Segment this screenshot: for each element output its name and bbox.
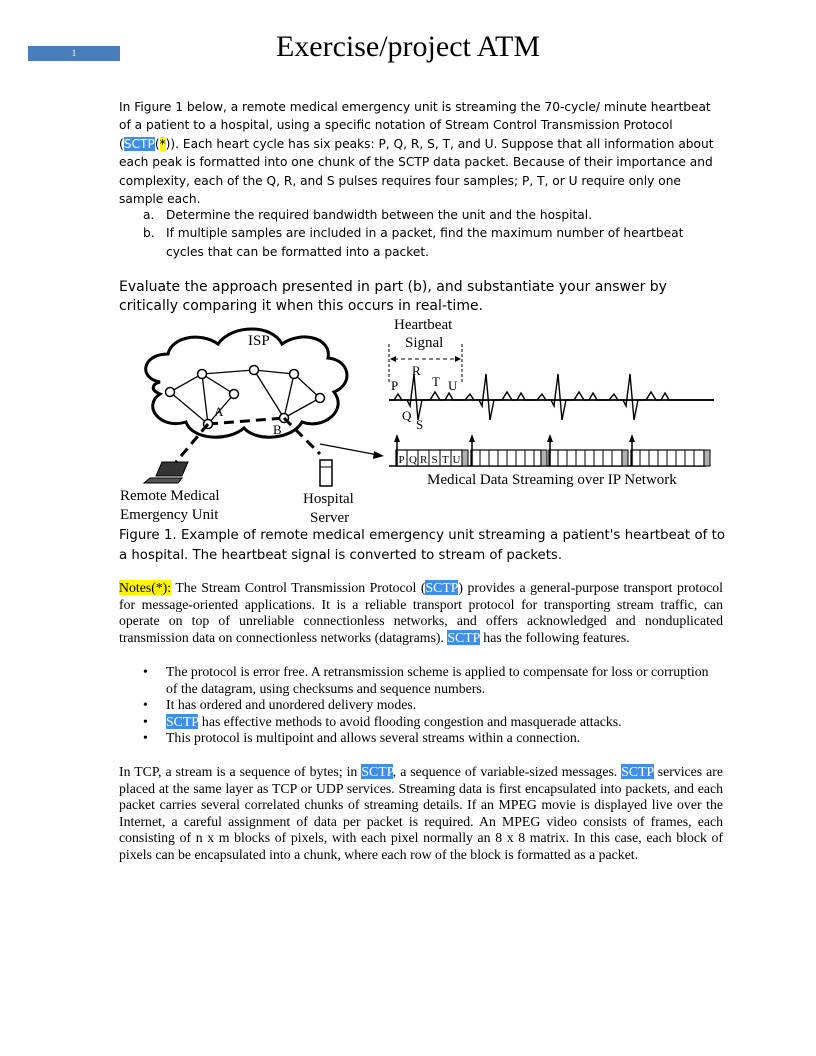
stream-arrowhead <box>373 451 384 459</box>
remote-unit-label-1: Remote Medical <box>120 488 220 504</box>
footnote-star: * <box>159 136 166 151</box>
laptop-icon <box>144 462 188 483</box>
notes-label: Notes(*): <box>119 580 172 595</box>
stream-label: Medical Data Streaming over IP Network <box>427 472 677 488</box>
sctp-highlight: SCTP <box>123 136 155 151</box>
cycle-arrow-right <box>455 356 461 362</box>
peak-t-label: T <box>432 374 440 389</box>
bullet-icon: • <box>143 697 148 713</box>
intro-text-2: )). Each heart cycle has six peaks: P, Q, R, S, T, and U. Suppose that all information about each peak is formatted into one chunk of the SCTP data packet. Because of their importance and complexity, each of the Q, R, and S pulses requires four samples; P, T, or U require only one sample each. <box>119 136 714 207</box>
question-item <box>143 206 723 224</box>
packet-letter-p: P <box>398 454 405 466</box>
packet-letter-s: S <box>431 454 438 466</box>
evaluate-paragraph: Evaluate the approach presented in part (b), and substantiate your answer by critically comparing it when this occurs in real-time. <box>119 279 667 314</box>
page-number: 1 <box>71 48 77 58</box>
intro-open-paren: ( <box>154 136 160 151</box>
hospital-label-2: Server <box>310 510 350 526</box>
feature-item <box>143 730 723 747</box>
peak-s-label: S <box>416 417 424 432</box>
cycle-arrow-left <box>390 356 396 362</box>
stream-arrow <box>320 444 378 455</box>
notes-text-3: has the following features. <box>479 629 630 645</box>
feature-item <box>143 697 723 714</box>
server-icon <box>320 460 332 486</box>
isp-label: ISP <box>248 333 270 349</box>
sctp-highlight: SCTP <box>361 764 393 779</box>
feature-text: This protocol is multipoint and allows several streams within a connection. <box>166 730 581 746</box>
packet-letter-q: Q <box>409 454 417 466</box>
packet-letter-u: U <box>452 454 461 466</box>
peak-r-label: R <box>412 363 421 378</box>
hospital-label-1: Hospital <box>303 491 354 507</box>
node-b-label: B <box>273 422 282 437</box>
page-title: Exercise/project ATM <box>275 30 541 63</box>
node-a-label: A <box>214 404 224 419</box>
peak-p-label: P <box>391 378 399 393</box>
feature-text: has effective methods to avoid flooding congestion and masquerade attacks. <box>198 713 622 729</box>
packet-letter-t: T <box>442 454 449 466</box>
network-links <box>170 370 320 424</box>
tcp-text-2: , a sequence of variable-sized messages. <box>392 764 622 779</box>
intro-paragraph <box>119 98 725 208</box>
figure-caption: Figure 1. Example of remote medical emergency unit streaming a patient's heartbeat of to a hospital. The heartbeat signal is converted to stream of packets. <box>119 528 725 563</box>
bullet-icon: • <box>143 730 148 746</box>
heartbeat-label-2: Signal <box>405 335 444 351</box>
tcp-text-3: services are placed at the same layer as TCP or UDP services. Streaming data is first encapsulated into packets, and each packet carries several correlated chunks of streaming details. If an MPEG movie is displayed live over the Internet, a careful assignment of data per packet is required. An MPEG video consists of frames, each consisting of n x m blocks of pixels, with each pixel normally an 8 x 8 matrix. In this case, each block of pixels can be encapsulated into a chunk, where each row of the block is formatted as a packet. <box>119 764 723 862</box>
question-item <box>143 224 723 261</box>
packet-letter-r: R <box>420 454 428 466</box>
question-list <box>143 206 723 261</box>
feature-list <box>143 664 723 747</box>
tcp-paragraph <box>119 764 723 864</box>
question-text: Determine the required bandwidth between the unit and the hospital. <box>166 208 593 222</box>
tcp-text-1: In TCP, a stream is a sequence of bytes; in <box>119 764 362 779</box>
intro-text-1: In Figure 1 below, a remote medical emergency unit is streaming the 70-cycle/ minute heartbeat of a patient to a hospital, using a specific notation of Stream Control Transmission Protocol ( <box>119 100 711 151</box>
figure-1-diagram <box>110 312 730 526</box>
sctp-highlight: SCTP <box>447 629 480 645</box>
notes-text-1: The Stream Control Transmission Protocol ( <box>171 580 426 595</box>
remote-unit-label-2: Emergency Unit <box>120 507 219 523</box>
bullet-icon: • <box>143 664 148 679</box>
question-text: If multiple samples are included in a packet, find the maximum number of heartbeat cycles that can be formatted into a packet. <box>166 226 684 259</box>
sctp-highlight: SCTP <box>425 580 459 595</box>
peak-u-label: U <box>448 378 458 393</box>
question-label: b. <box>143 226 155 241</box>
sctp-highlight: SCTP <box>166 713 199 729</box>
feature-item <box>143 664 723 697</box>
notes-text-2: ) provides a general-purpose transport protocol for message-oriented applications. It is a reliable transport protocol for transporting stream traffic, can operate on top of unreliable connectionless networks, and offers acknowledged and nonduplicated transmission data on connectionless networks (datagrams). <box>119 580 723 645</box>
sctp-highlight: SCTP <box>621 764 654 779</box>
feature-text: It has ordered and unordered delivery modes. <box>166 697 417 713</box>
feature-text: The protocol is error free. A retransmission scheme is applied to compensate for loss or corruption of the datagram, using checksums and sequence numbers. <box>166 664 709 696</box>
peak-q-label: Q <box>402 408 412 423</box>
question-label: a. <box>143 208 155 222</box>
bullet-icon: • <box>143 713 148 729</box>
heartbeat-label-1: Heartbeat <box>394 317 453 333</box>
notes-paragraph <box>119 580 723 646</box>
feature-item <box>143 714 723 731</box>
network-nodes <box>166 366 325 429</box>
